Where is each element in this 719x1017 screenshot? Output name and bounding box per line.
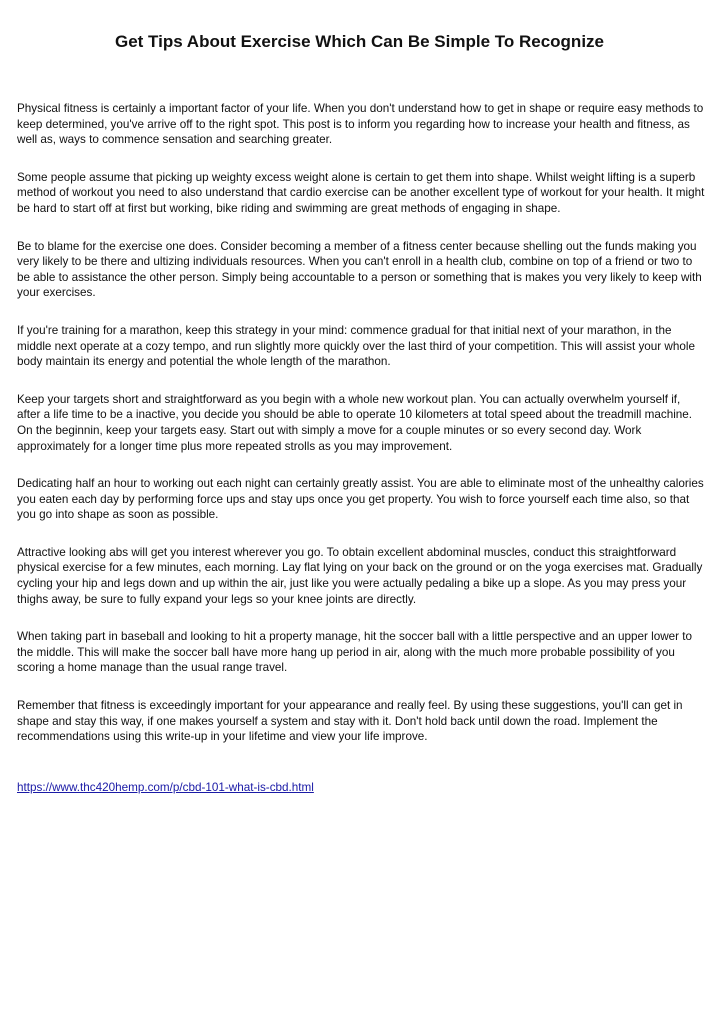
- link-container: [17, 780, 705, 796]
- paragraph-8: When taking part in baseball and looking to hit a property manage, hit the soccer ball with a little perspective and an upper lower to the middle. This will make the soccer ball have more hang up period in air, along with the much more probable possibility of you scoring a home manage than the usual range travel.: [17, 630, 693, 675]
- paragraph-4: If you're training for a marathon, keep this strategy in your mind: commence gradual for that initial next of your marathon, in the middle next operate at a cozy tempo, and run slightly more quickly over the last third of your competition. This will assist your whole body maintain its energy and potential the whole length of the marathon.: [17, 323, 695, 369]
- paragraph-6: Dedicating half an hour to working out each night can certainly greatly assist. You are able to eliminate most of the unhealthy calories you eaten each day by performing force ups and stay ups once you get property. You wish to force yourself each time also, so that you go into shape as soon as possible.: [17, 477, 704, 522]
- paragraph-2: Some people assume that picking up weighty excess weight alone is certain to get them into shape. Whilst weight lifting is a superb method of workout you need to also understand that cardio exercise can be another excellent type of workout for your health. It might be hard to start off at first but working, bike riding and swimming are great methods of engaging in shape.: [17, 170, 705, 215]
- external-link[interactable]: https://www.thc420hemp.com/p/cbd-101-what-is-cbd.html: [17, 780, 314, 794]
- document-body: [17, 101, 705, 795]
- paragraph-5: Keep your targets short and straightforward as you begin with a whole new workout plan. You can actually overwhelm yourself if, after a life time to be a inactive, you decide you should be able to operate 10 kilometers at total speed about the treadmill machine. On the beginnin, keep your targets easy. Start out with simply a move for a couple minutes or so every second day. Work approximately for a longer time plus more repeated strolls as you may improvement.: [17, 392, 693, 453]
- paragraph-9: Remember that fitness is exceedingly important for your appearance and really feel. By using these suggestions, you'll can get in shape and stay this way, if one makes yourself a system and stay with it. Don't hold back until down the road. Implement the recommendations using this write-up in your lifetime and view your life improve.: [17, 699, 683, 744]
- paragraph-3: Be to blame for the exercise one does. Consider becoming a member of a fitness center because shelling out the funds making you very likely to be there and ultizing individuals resources. When you can't enroll in a health club, combine on top of a friend or two to be able to assistance the other person. Simply being accountable to a person or something that is makes you very likely to keep with your exercises.: [17, 239, 702, 300]
- document-title: Get Tips About Exercise Which Can Be Simple To Recognize: [115, 32, 604, 51]
- paragraph-1: Physical fitness is certainly a important factor of your life. When you don't understand how to get in shape or require easy methods to keep determined, you've arrive off to the right spot. This post is to inform you regarding how to increase your health and fitness, as well as, ways to commence sensation and searching greater.: [17, 102, 704, 147]
- paragraph-7: Attractive looking abs will get you interest wherever you go. To obtain excellent abdominal muscles, conduct this straightforward physical exercise for a few minutes, each morning. Lay flat lying on your back on the ground or on the yoga exercises mat. Gradually cycling your hip and legs down and up within the air, just like you were actually pedaling a bike up a slope. As you may press your thighs away, be sure to fully expand your legs so your knee joints are directly.: [17, 545, 703, 606]
